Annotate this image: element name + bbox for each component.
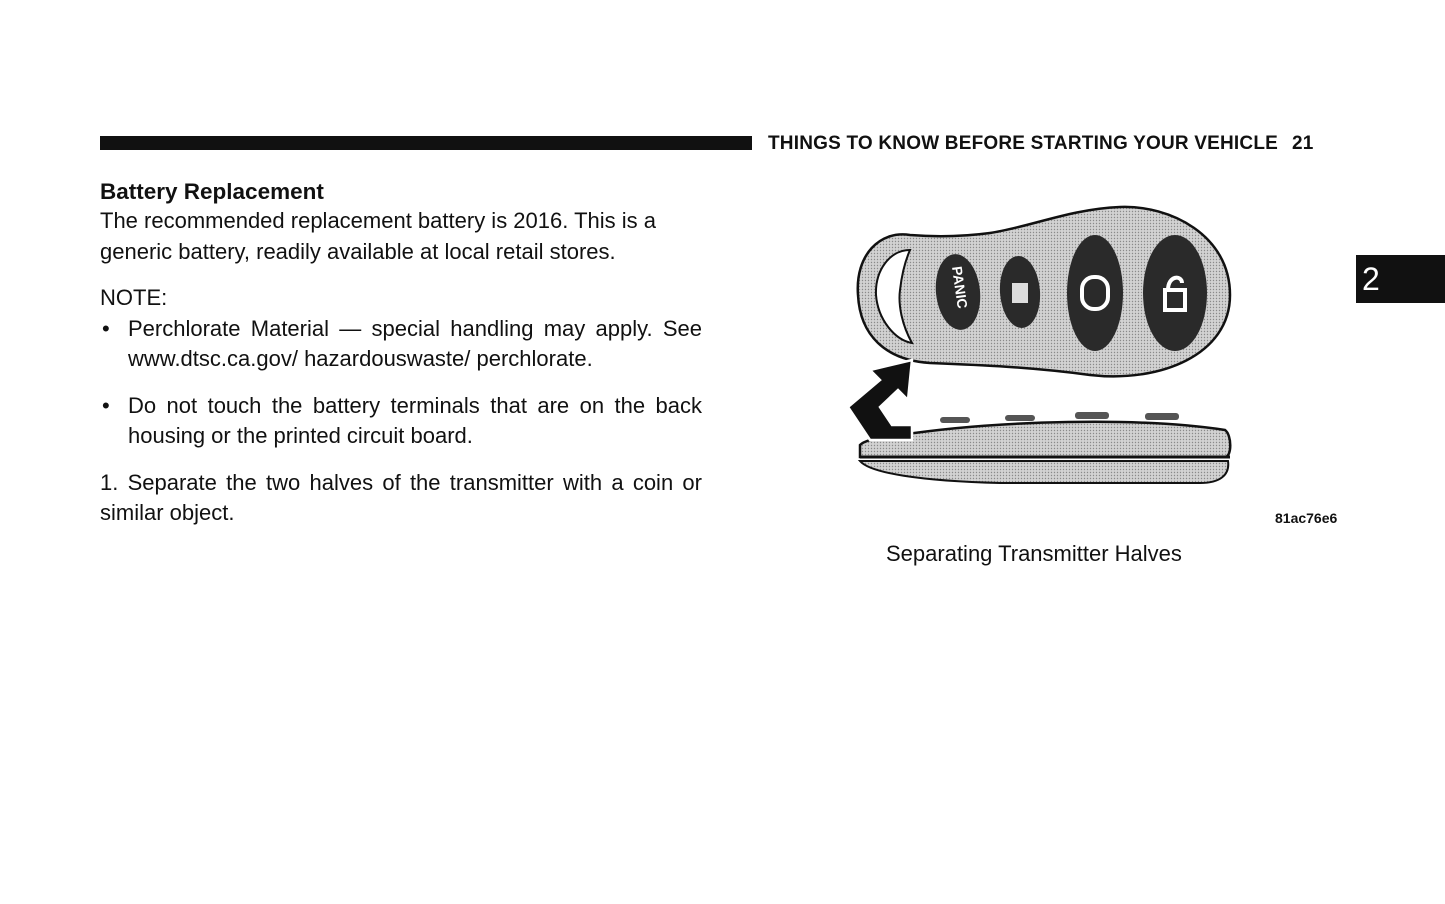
unlock-button bbox=[1143, 235, 1207, 351]
note-list bbox=[100, 314, 702, 452]
panic-label: PANIC bbox=[949, 265, 971, 310]
running-header bbox=[768, 133, 1314, 155]
lock-button bbox=[1067, 235, 1123, 351]
fob-bottom-half bbox=[860, 412, 1230, 483]
bullet-icon: • bbox=[102, 392, 110, 418]
figure-caption: Separating Transmitter Halves bbox=[886, 541, 1182, 566]
step-1: 1. Separate the two halves of the transmitter with a coin or similar object. bbox=[100, 469, 702, 525]
car-trunk-icon bbox=[1012, 283, 1028, 303]
separation-arrow-icon bbox=[848, 360, 912, 440]
section-heading: Battery Replacement bbox=[100, 179, 324, 204]
text-column bbox=[100, 178, 702, 529]
list-item: • Perchlorate Material — special handling may apply. See www.dtsc.ca.gov/ hazardouswaste/ perchlorate. bbox=[102, 315, 702, 371]
section-title: THINGS TO KNOW BEFORE STARTING YOUR VEHICLE bbox=[768, 133, 1279, 154]
list-item: • Do not touch the battery terminals that are on the back housing or the printed circuit board. bbox=[102, 392, 702, 448]
key-fob-illustration bbox=[840, 195, 1240, 495]
note-label: NOTE: bbox=[100, 285, 168, 310]
chapter-tab: 2 bbox=[1356, 255, 1445, 303]
intro-paragraph: The recommended replacement battery is 2016. This is a generic battery, readily available at local retail stores. bbox=[100, 208, 656, 264]
header-rule bbox=[100, 136, 752, 150]
bullet-icon: • bbox=[102, 315, 110, 341]
page-number: 21 bbox=[1292, 133, 1314, 154]
figure-code: 81ac76e6 bbox=[1275, 510, 1338, 526]
